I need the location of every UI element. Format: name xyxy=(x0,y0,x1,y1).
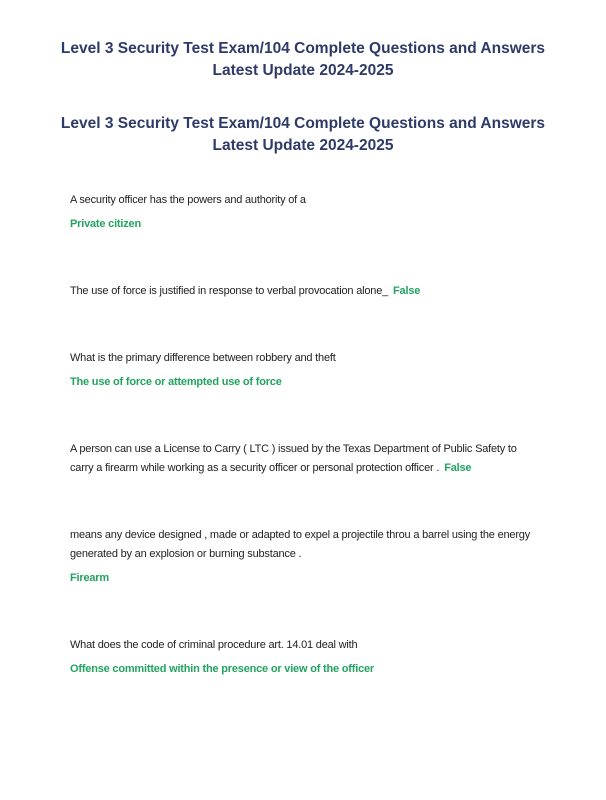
question-text: A person can use a License to Carry ( LTC ) issued by the Texas Department of Public Safety to carry a firearm while working as a security officer or personal protection officer . xyxy=(70,443,517,474)
question-text: means any device designed , made or adapted to expel a projectile throu a barrel using the energy generated by an explosion or burning substance . xyxy=(70,529,531,560)
qa-block xyxy=(70,349,540,392)
qa-list xyxy=(70,191,540,679)
qa-block xyxy=(70,282,540,301)
qa-block xyxy=(70,440,540,478)
answer-text: Private citizen xyxy=(70,218,141,230)
document-title-repeat: Level 3 Security Test Exam/104 Complete Questions and Answers Latest Update 2024-2025 xyxy=(60,115,546,154)
question-text: What is the primary difference between robbery and theft xyxy=(70,352,336,364)
question-text: The use of force is justified in response to verbal provocation alone_ xyxy=(70,285,389,297)
question-text: What does the code of criminal procedure art. 14.01 deal with xyxy=(70,639,358,651)
answer-text: The use of force or attempted use of force xyxy=(70,376,282,388)
qa-block xyxy=(70,636,540,679)
qa-block xyxy=(70,191,540,234)
question-text: A security officer has the powers and authority of a xyxy=(70,194,306,206)
answer-text: False xyxy=(393,285,421,297)
document-title: Level 3 Security Test Exam/104 Complete Questions and Answers Latest Update 2024-2025 xyxy=(60,40,546,79)
answer-text: False xyxy=(444,462,472,474)
answer-text: Offense committed within the presence or view of the officer xyxy=(70,663,375,675)
qa-block xyxy=(70,526,540,588)
answer-text: Firearm xyxy=(70,572,109,584)
